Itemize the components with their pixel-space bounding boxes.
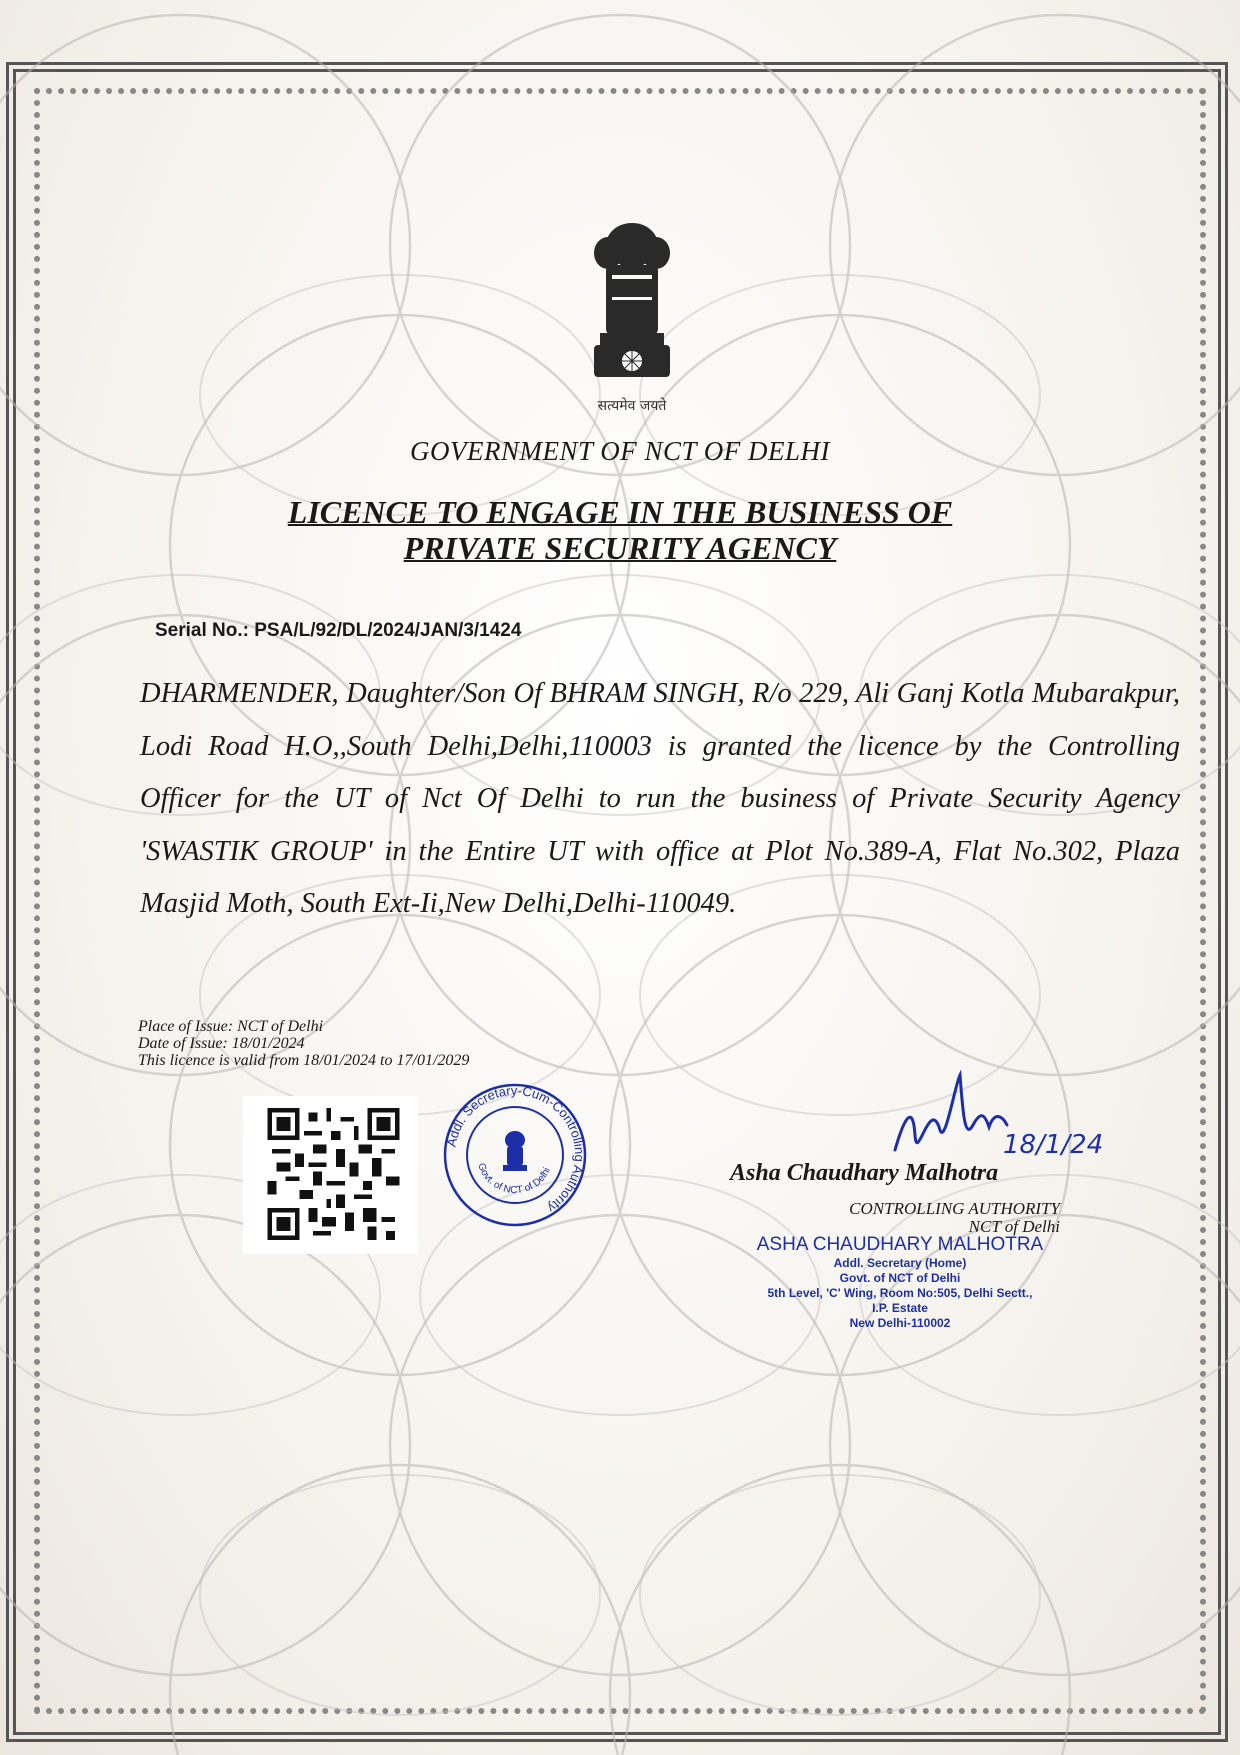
stamp-address-line2: I.P. Estate xyxy=(872,1301,928,1315)
authority-title: CONTROLLING AUTHORITY xyxy=(849,1199,1060,1218)
place-of-issue: Place of Issue: NCT of Delhi xyxy=(138,1018,324,1035)
seal-emblem-icon xyxy=(503,1131,527,1171)
licence-title-line2: PRIVATE SECURITY AGENCY xyxy=(403,530,837,566)
signatory-name: Asha Chaudhary Malhotra xyxy=(730,1160,999,1186)
issue-details xyxy=(138,1018,469,1069)
stamp-department: Govt. of NCT of Delhi xyxy=(839,1271,961,1285)
national-emblem-icon xyxy=(572,215,692,415)
official-seal-stamp xyxy=(440,1080,590,1230)
licence-body-text: DHARMENDER, Daughter/Son Of BHRAM SINGH, R/o 229, Ali Ganj Kotla Mubarakpur, Lodi Road H.O,,South Delhi,Delhi,110003 is granted the licence by the Controlling Officer for the UT of Nct Of Delhi to run the business of Private Security Agency 'SWASTIK GROUP' in the Entire UT with office at Plot No.389-A, Flat No.302, Plaza Masjid Moth, South Ext-Ii,New Delhi,Delhi-110049. xyxy=(140,678,1180,919)
signature-date: 18/1/24 xyxy=(1003,1130,1104,1160)
emblem-motto: सत्यमेव जयते xyxy=(597,398,667,414)
stamp-address-line1: 5th Level, 'C' Wing, Room No:505, Delhi Sectt., xyxy=(767,1286,1033,1300)
licence-title-line1: LICENCE TO ENGAGE IN THE BUSINESS OF xyxy=(287,494,953,530)
handwritten-signature xyxy=(885,1055,1104,1175)
authority-jurisdiction: NCT of Delhi xyxy=(968,1217,1060,1236)
seal-outer-text: Addl. Secretary-Cum-Controlling Authority xyxy=(443,1082,588,1216)
seal-inner-text: Govt. of NCT of Delhi xyxy=(475,1161,553,1197)
officer-name-stamp xyxy=(740,1234,1060,1331)
authority-title-block xyxy=(700,1200,1060,1236)
licence-title xyxy=(0,494,1240,566)
stamp-officer-name: ASHA CHAUDHARY MALHOTRA xyxy=(756,1234,1044,1255)
serial-number: Serial No.: PSA/L/92/DL/2024/JAN/3/1424 xyxy=(155,620,522,641)
validity-period: This licence is valid from 18/01/2024 to 17/01/2029 xyxy=(138,1052,470,1069)
government-heading: GOVERNMENT OF NCT OF DELHI xyxy=(409,436,831,466)
date-of-issue: Date of Issue: 18/01/2024 xyxy=(138,1035,305,1052)
qr-code-icon[interactable] xyxy=(262,1108,405,1240)
stamp-designation: Addl. Secretary (Home) xyxy=(833,1256,967,1270)
stamp-address-line3: New Delhi-110002 xyxy=(849,1316,951,1330)
